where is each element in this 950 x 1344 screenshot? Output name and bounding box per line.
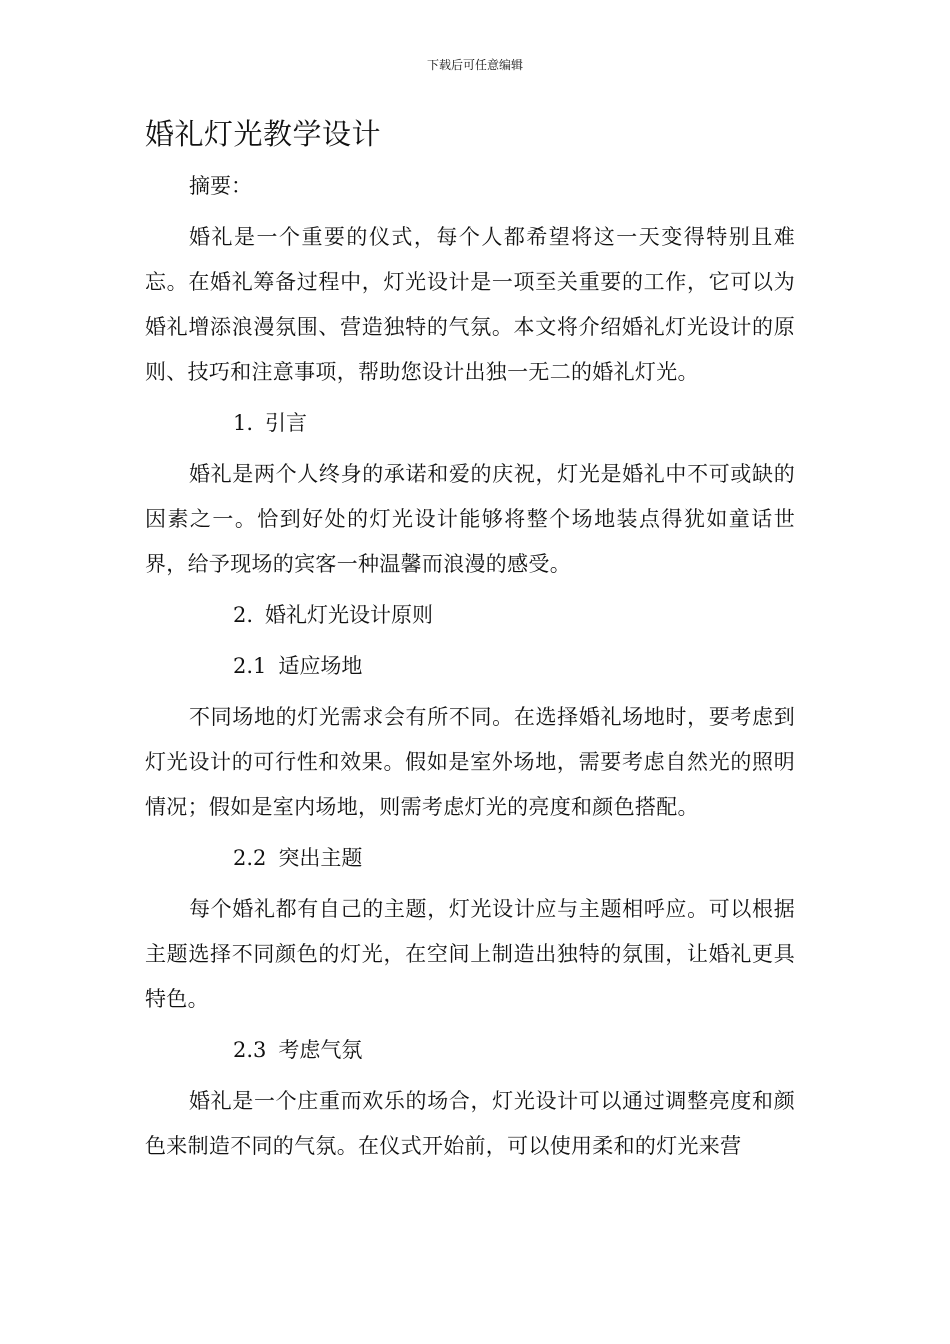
subsection-number: 2.1: [233, 654, 267, 678]
section-title: 引言: [265, 411, 308, 435]
subsection-heading-theme: [145, 836, 795, 881]
subsection-number: 2.2: [233, 846, 267, 870]
intro-paragraph: 婚礼是两个人终身的承诺和爱的庆祝，灯光是婚礼中不可或缺的因素之一。恰到好处的灯光设计能够将整个场地装点得犹如童话世界，给予现场的宾客一种温馨而浪漫的感受。: [145, 462, 795, 576]
subsection-title: 突出主题: [278, 846, 363, 870]
section-heading-intro: [145, 401, 795, 446]
subsection-title: 适应场地: [278, 654, 363, 678]
document-title: 婚礼灯光教学设计: [145, 117, 382, 151]
header-note: 下载后可任意编辑: [426, 58, 523, 72]
section-number: 2.: [233, 603, 254, 627]
section-heading-principles: [145, 593, 795, 638]
subsection-number: 2.3: [233, 1038, 267, 1062]
subsection-title: 考虑气氛: [278, 1038, 363, 1062]
subsection-heading-atmosphere: [145, 1028, 795, 1073]
atmosphere-paragraph: 婚礼是一个庄重而欢乐的场合，灯光设计可以通过调整亮度和颜色来制造不同的气氛。在仪式开始前，可以使用柔和的灯光来营: [145, 1089, 795, 1158]
section-title: 婚礼灯光设计原则: [265, 603, 434, 627]
venue-paragraph: 不同场地的灯光需求会有所不同。在选择婚礼场地时，要考虑到灯光设计的可行性和效果。假如是室外场地，需要考虑自然光的照明情况；假如是室内场地，则需考虑灯光的亮度和颜色搭配。: [145, 705, 795, 819]
abstract-paragraph: 婚礼是一个重要的仪式，每个人都希望将这一天变得特别且难忘。在婚礼筹备过程中，灯光设计是一项至关重要的工作，它可以为婚礼增添浪漫氛围、营造独特的气氛。本文将介绍婚礼灯光设计的原则、技巧和注意事项，帮助您设计出独一无二的婚礼灯光。: [145, 225, 795, 384]
section-number: 1.: [233, 411, 254, 435]
subsection-heading-venue: [145, 644, 795, 689]
theme-paragraph: 每个婚礼都有自己的主题，灯光设计应与主题相呼应。可以根据主题选择不同颜色的灯光，在空间上制造出独特的氛围，让婚礼更具特色。: [145, 897, 795, 1011]
document-body: [145, 164, 795, 1175]
abstract-label: 摘要：: [189, 174, 252, 198]
